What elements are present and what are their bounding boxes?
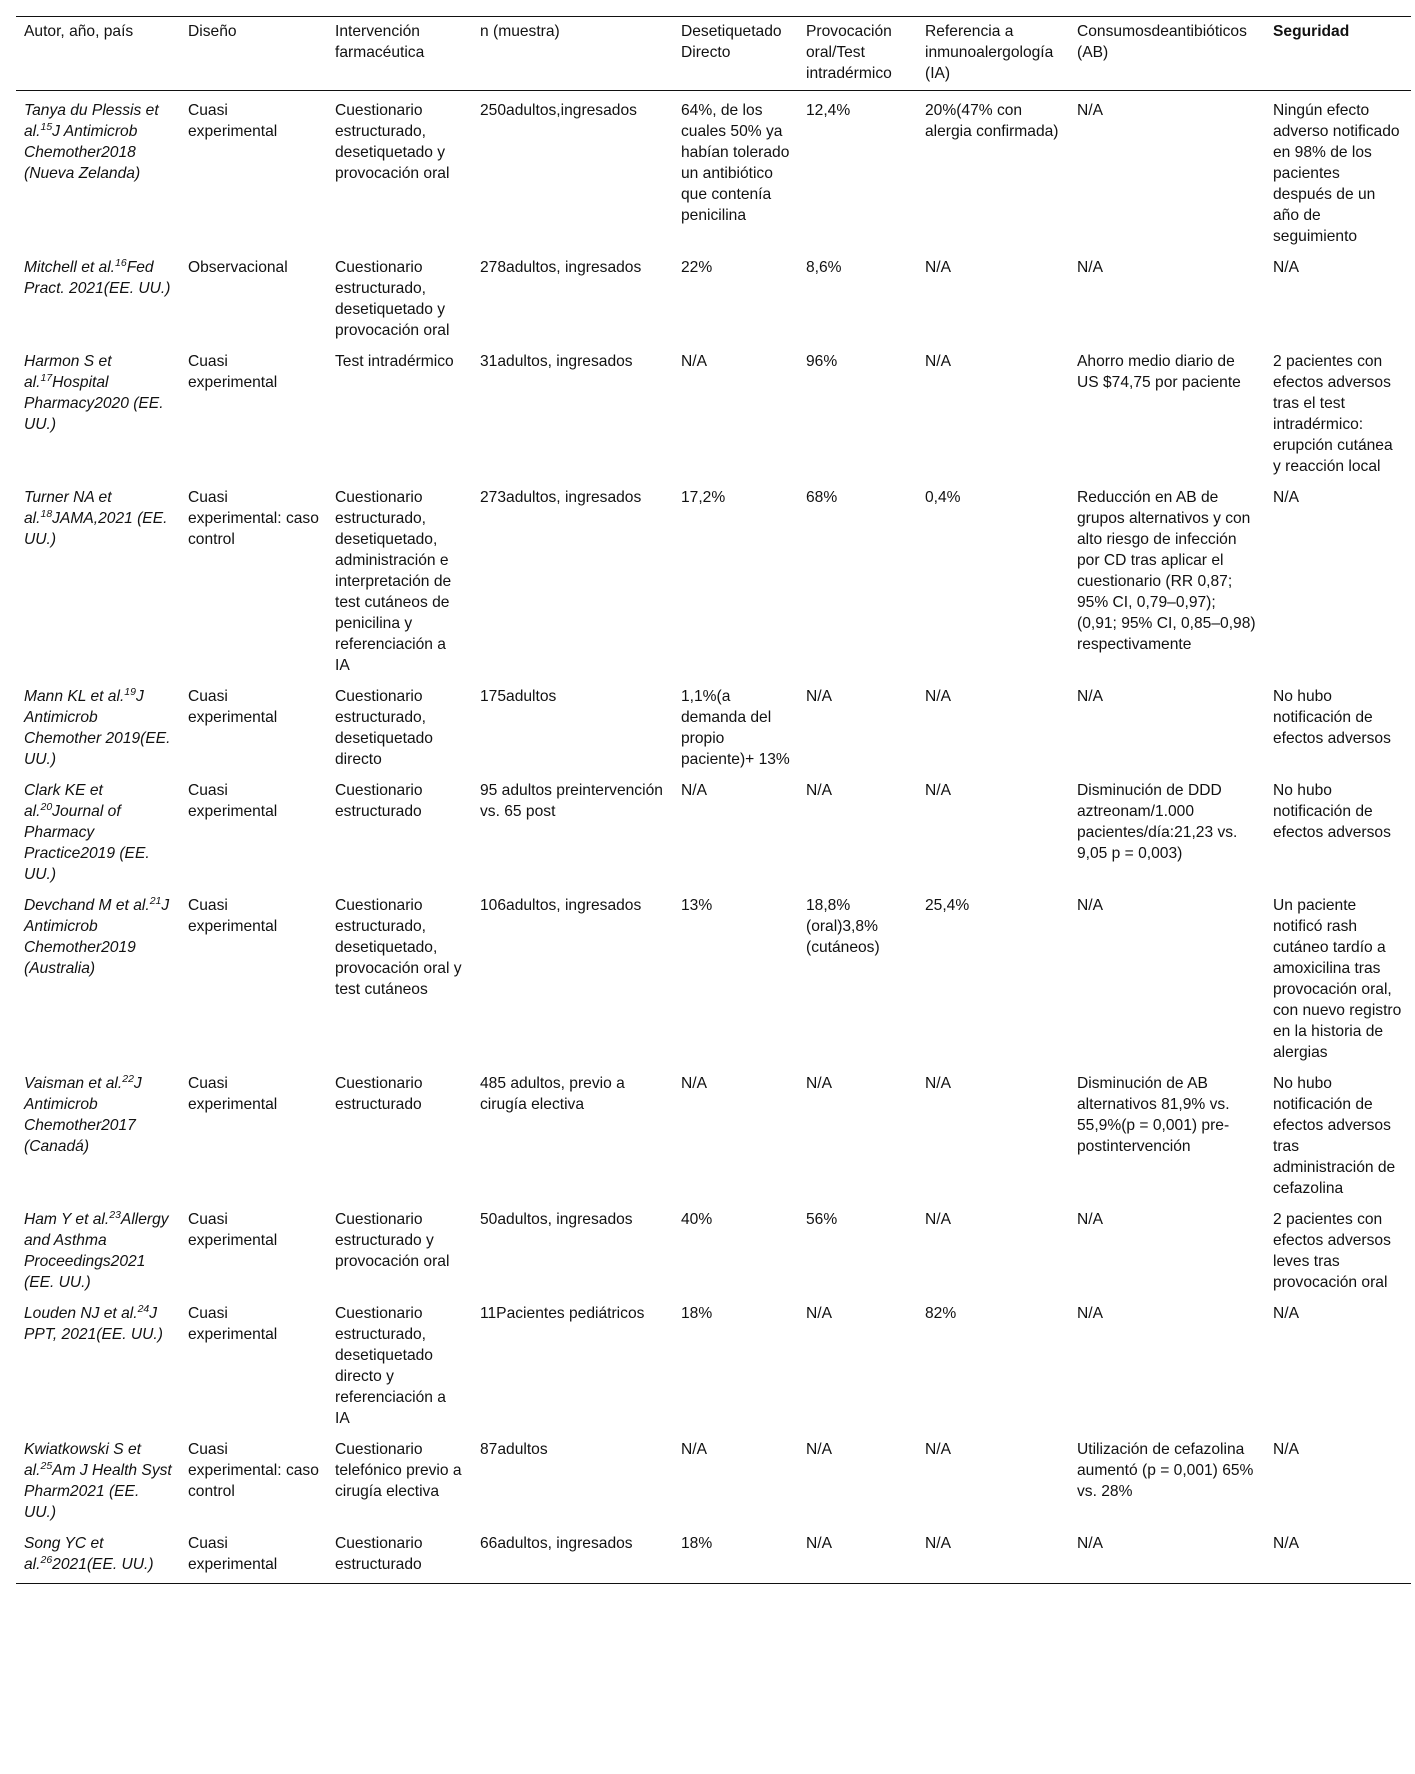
- oral-challenge-cell: N/A: [806, 1441, 832, 1458]
- author-name: Mitchell et al.: [24, 259, 115, 276]
- antibiotic-consumption-cell: N/A: [1077, 1305, 1103, 1322]
- antibiotic-consumption-cell: Disminución de DDD aztreonam/1.000 pacientes/día:21,23 vs. 9,05 p = 0,003): [1077, 782, 1238, 862]
- table-row: [16, 886, 1411, 1064]
- author-name: Song YC et al.: [24, 1535, 104, 1573]
- direct-delabeling-cell: N/A: [681, 1441, 707, 1458]
- intervention-cell: Cuestionario estructurado, desetiquetado, administración e interpretación de test cutáneos de penicilina y referenciación a IA: [335, 489, 452, 674]
- safety-cell: No hubo notificación de efectos adversos: [1273, 688, 1391, 747]
- antibiotic-consumption-cell: Disminución de AB alternativos 81,9% vs. 55,9%(p = 0,001) pre-postintervención: [1077, 1075, 1230, 1155]
- ia-referral-cell: N/A: [925, 782, 951, 799]
- oral-challenge-cell: 68%: [806, 489, 838, 506]
- direct-delabeling-cell: N/A: [681, 353, 707, 370]
- author-name: Tanya du Plessis et al.: [24, 102, 159, 140]
- design-cell: Cuasi experimental: caso control: [188, 1441, 319, 1500]
- reference-number: 24: [137, 1303, 150, 1315]
- sample-cell: 66adultos, ingresados: [472, 1524, 673, 1584]
- author-name: Turner NA et al.: [24, 489, 112, 527]
- antibiotic-consumption-cell: Ahorro medio diario de US $74,75 por paciente: [1077, 353, 1241, 391]
- sample-cell: 31adultos, ingresados: [480, 353, 633, 370]
- author-cell: [16, 91, 180, 249]
- ia-referral-cell: N/A: [925, 1211, 951, 1228]
- author-name: Devchand M et al.: [24, 897, 150, 914]
- design-cell: Cuasi experimental: [180, 1524, 327, 1584]
- journal-year-country: Am J Health Syst Pharm2021 (EE. UU.): [24, 1462, 172, 1521]
- studies-table: [16, 16, 1411, 1584]
- safety-cell: N/A: [1265, 1524, 1411, 1584]
- journal-year-country: Journal of Pharmacy Practice2019 (EE. UU.): [24, 803, 150, 883]
- header-direct-delabeling: Desetiquetado Directo: [673, 17, 798, 91]
- direct-delabeling-cell: 64%, de los cuales 50% ya habían tolerado un antibiótico que contenía penicilina: [681, 102, 790, 224]
- intervention-cell: Cuestionario estructurado, desetiquetado y provocación oral: [335, 102, 450, 182]
- journal-year-country: Allergy and Asthma Proceedings2021 (EE. UU.): [24, 1211, 169, 1291]
- author-cell: [16, 1294, 180, 1430]
- intervention-cell: Cuestionario estructurado: [335, 1075, 423, 1113]
- direct-delabeling-cell: 1,1%(a demanda del propio paciente)+ 13%: [681, 688, 790, 768]
- table-row: [16, 1430, 1411, 1524]
- ia-referral-cell: N/A: [925, 353, 951, 370]
- direct-delabeling-cell: 40%: [681, 1211, 713, 1228]
- direct-delabeling-cell: N/A: [681, 782, 707, 799]
- design-cell: Cuasi experimental: [188, 688, 278, 726]
- intervention-cell: Cuestionario estructurado, desetiquetado directo y referenciación a IA: [335, 1305, 446, 1427]
- author-cell: [16, 677, 180, 771]
- table-row: [16, 91, 1411, 249]
- reference-number: 18: [40, 508, 53, 520]
- reference-number: 23: [109, 1209, 121, 1221]
- intervention-cell: Cuestionario estructurado y provocación oral: [335, 1211, 450, 1270]
- intervention-cell: Cuestionario estructurado, desetiquetado, provocación oral y test cutáneos: [335, 897, 462, 998]
- ia-referral-cell: 82%: [925, 1305, 957, 1322]
- author-cell: [16, 1430, 180, 1524]
- intervention-cell: Cuestionario telefónico previo a cirugía electiva: [335, 1441, 462, 1500]
- journal-year-country: J Antimicrob Chemother2018 (Nueva Zelanda): [24, 123, 141, 182]
- table-header: [16, 17, 1411, 91]
- author-name: Clark KE et al.: [24, 782, 103, 820]
- author-name: Ham Y et al.: [24, 1211, 110, 1228]
- sample-cell: 87adultos: [480, 1441, 548, 1458]
- header-oral-challenge: Provocación oral/Test intradérmico: [798, 17, 917, 91]
- oral-challenge-cell: 56%: [806, 1211, 838, 1228]
- author-name: Vaisman et al.: [24, 1075, 123, 1092]
- direct-delabeling-cell: 17,2%: [681, 489, 726, 506]
- table-row: [16, 1294, 1411, 1430]
- sample-cell: 250adultos,ingresados: [480, 102, 637, 119]
- journal-year-country: 2021(EE. UU.): [52, 1556, 154, 1573]
- table-row: [16, 677, 1411, 771]
- oral-challenge-cell: N/A: [806, 1305, 832, 1322]
- ia-referral-cell: 25,4%: [925, 897, 970, 914]
- design-cell: Cuasi experimental: [188, 897, 278, 935]
- oral-challenge-cell: N/A: [798, 1524, 917, 1584]
- author-cell: [16, 771, 180, 886]
- ia-referral-cell: N/A: [925, 688, 951, 705]
- author-cell: [16, 1064, 180, 1200]
- journal-year-country: J PPT, 2021(EE. UU.): [24, 1305, 163, 1343]
- antibiotic-consumption-cell: N/A: [1069, 1524, 1265, 1584]
- design-cell: Cuasi experimental: [188, 1075, 278, 1113]
- reference-number: 17: [40, 372, 53, 384]
- table-row: [16, 1064, 1411, 1200]
- sample-cell: 11Pacientes pediátricos: [480, 1305, 645, 1322]
- journal-year-country: J Antimicrob Chemother2017 (Canadá): [24, 1075, 142, 1155]
- sample-cell: 485 adultos, previo a cirugía electiva: [480, 1075, 625, 1113]
- journal-year-country: Hospital Pharmacy2020 (EE. UU.): [24, 374, 164, 433]
- table-row: [16, 1524, 1411, 1584]
- oral-challenge-cell: N/A: [806, 782, 832, 799]
- header-row: [16, 17, 1411, 91]
- intervention-cell: Cuestionario estructurado, desetiquetado y provocación oral: [335, 259, 450, 339]
- reference-number: 15: [40, 121, 53, 133]
- journal-year-country: Fed Pract. 2021(EE. UU.): [24, 259, 171, 297]
- reference-number: 22: [122, 1073, 134, 1085]
- safety-cell: Ningún efecto adverso notificado en 98% de los pacientes después de un año de seguimiento: [1273, 102, 1400, 245]
- reference-number: 26: [40, 1554, 53, 1566]
- header-antibiotic-consumption: Consumosdeantibióticos (AB): [1069, 17, 1265, 91]
- author-cell: [16, 1524, 180, 1584]
- author-cell: [16, 248, 180, 342]
- design-cell: Cuasi experimental: caso control: [188, 489, 319, 548]
- ia-referral-cell: 20%(47% con alergia confirmada): [925, 102, 1059, 140]
- safety-cell: N/A: [1273, 259, 1299, 276]
- oral-challenge-cell: 18,8% (oral)3,8% (cutáneos): [806, 897, 880, 956]
- safety-cell: N/A: [1273, 489, 1299, 506]
- header-design: Diseño: [180, 17, 327, 91]
- sample-cell: 50adultos, ingresados: [480, 1211, 633, 1228]
- direct-delabeling-cell: 18%: [681, 1305, 713, 1322]
- safety-cell: No hubo notificación de efectos adversos tras administración de cefazolina: [1273, 1075, 1396, 1197]
- header-ia-referral: Referencia a inmunoalergología (IA): [917, 17, 1069, 91]
- safety-cell: N/A: [1273, 1441, 1299, 1458]
- sample-cell: 95 adultos preintervención vs. 65 post: [480, 782, 663, 820]
- intervention-cell: Cuestionario estructurado, desetiquetado directo: [335, 688, 433, 768]
- author-cell: [16, 1200, 180, 1294]
- table-row: [16, 1200, 1411, 1294]
- intervention-cell: Test intradérmico: [335, 353, 454, 370]
- antibiotic-consumption-cell: Utilización de cefazolina aumentó (p = 0,001) 65% vs. 28%: [1077, 1441, 1254, 1500]
- intervention-cell: Cuestionario estructurado: [335, 782, 423, 820]
- author-name: Kwiatkowski S et al.: [24, 1441, 141, 1479]
- ia-referral-cell: 0,4%: [925, 489, 961, 506]
- design-cell: Cuasi experimental: [188, 102, 278, 140]
- ia-referral-cell: N/A: [917, 1524, 1069, 1584]
- antibiotic-consumption-cell: N/A: [1077, 259, 1103, 276]
- author-cell: [16, 342, 180, 478]
- journal-year-country: J Antimicrob Chemother2019 (Australia): [24, 897, 170, 977]
- safety-cell: Un paciente notificó rash cutáneo tardío a amoxicilina tras provocación oral, con nuevo registro en la historia de alergias: [1273, 897, 1402, 1061]
- intervention-cell: Cuestionario estructurado: [327, 1524, 472, 1584]
- reference-number: 19: [124, 686, 136, 698]
- design-cell: Cuasi experimental: [188, 782, 278, 820]
- antibiotic-consumption-cell: N/A: [1077, 897, 1103, 914]
- author-name: Harmon S et al.: [24, 353, 112, 391]
- reference-number: 25: [40, 1460, 53, 1472]
- design-cell: Cuasi experimental: [188, 1211, 278, 1249]
- sample-cell: 175adultos: [480, 688, 557, 705]
- ia-referral-cell: N/A: [925, 259, 951, 276]
- header-safety: Seguridad: [1265, 17, 1411, 91]
- oral-challenge-cell: 96%: [806, 353, 838, 370]
- journal-year-country: J Antimicrob Chemother 2019(EE. UU.): [24, 688, 171, 768]
- reference-number: 20: [40, 801, 53, 813]
- table-row: [16, 248, 1411, 342]
- sample-cell: 106adultos, ingresados: [480, 897, 642, 914]
- author-name: Mann KL et al.: [24, 688, 125, 705]
- journal-year-country: JAMA,2021 (EE. UU.): [24, 510, 168, 548]
- ia-referral-cell: N/A: [925, 1441, 951, 1458]
- author-cell: [16, 886, 180, 1064]
- oral-challenge-cell: 12,4%: [806, 102, 851, 119]
- header-intervention: Intervención farmacéutica: [327, 17, 472, 91]
- table-row: [16, 771, 1411, 886]
- safety-cell: 2 pacientes con efectos adversos tras el test intradérmico: erupción cutánea y reacción local: [1273, 353, 1393, 475]
- antibiotic-consumption-cell: N/A: [1077, 102, 1103, 119]
- table-body: [16, 91, 1411, 1584]
- author-name: Louden NJ et al.: [24, 1305, 138, 1322]
- oral-challenge-cell: 8,6%: [806, 259, 842, 276]
- sample-cell: 273adultos, ingresados: [480, 489, 642, 506]
- antibiotic-consumption-cell: Reducción en AB de grupos alternativos y con alto riesgo de infección por CD tras aplicar el cuestionario (RR 0,87; 95% CI, 0,79–0,97); (0,91; 95% CI, 0,85–0,98) respectivamente: [1077, 489, 1256, 653]
- safety-cell: No hubo notificación de efectos adversos: [1273, 782, 1391, 841]
- reference-number: 16: [115, 257, 127, 269]
- sample-cell: 278adultos, ingresados: [480, 259, 642, 276]
- safety-cell: N/A: [1273, 1305, 1299, 1322]
- antibiotic-consumption-cell: N/A: [1077, 1211, 1103, 1228]
- direct-delabeling-cell: 18%: [673, 1524, 798, 1584]
- table-row: [16, 342, 1411, 478]
- oral-challenge-cell: N/A: [806, 688, 832, 705]
- header-sample: n (muestra): [472, 17, 673, 91]
- oral-challenge-cell: N/A: [806, 1075, 832, 1092]
- author-cell: [16, 478, 180, 677]
- design-cell: Cuasi experimental: [188, 1305, 278, 1343]
- direct-delabeling-cell: N/A: [681, 1075, 707, 1092]
- design-cell: Cuasi experimental: [188, 353, 278, 391]
- design-cell: Observacional: [188, 259, 288, 276]
- header-author: Autor, año, país: [16, 17, 180, 91]
- safety-cell: 2 pacientes con efectos adversos leves tras provocación oral: [1273, 1211, 1391, 1291]
- ia-referral-cell: N/A: [925, 1075, 951, 1092]
- table-row: [16, 478, 1411, 677]
- antibiotic-consumption-cell: N/A: [1077, 688, 1103, 705]
- direct-delabeling-cell: 13%: [681, 897, 713, 914]
- reference-number: 21: [149, 895, 162, 907]
- direct-delabeling-cell: 22%: [681, 259, 713, 276]
